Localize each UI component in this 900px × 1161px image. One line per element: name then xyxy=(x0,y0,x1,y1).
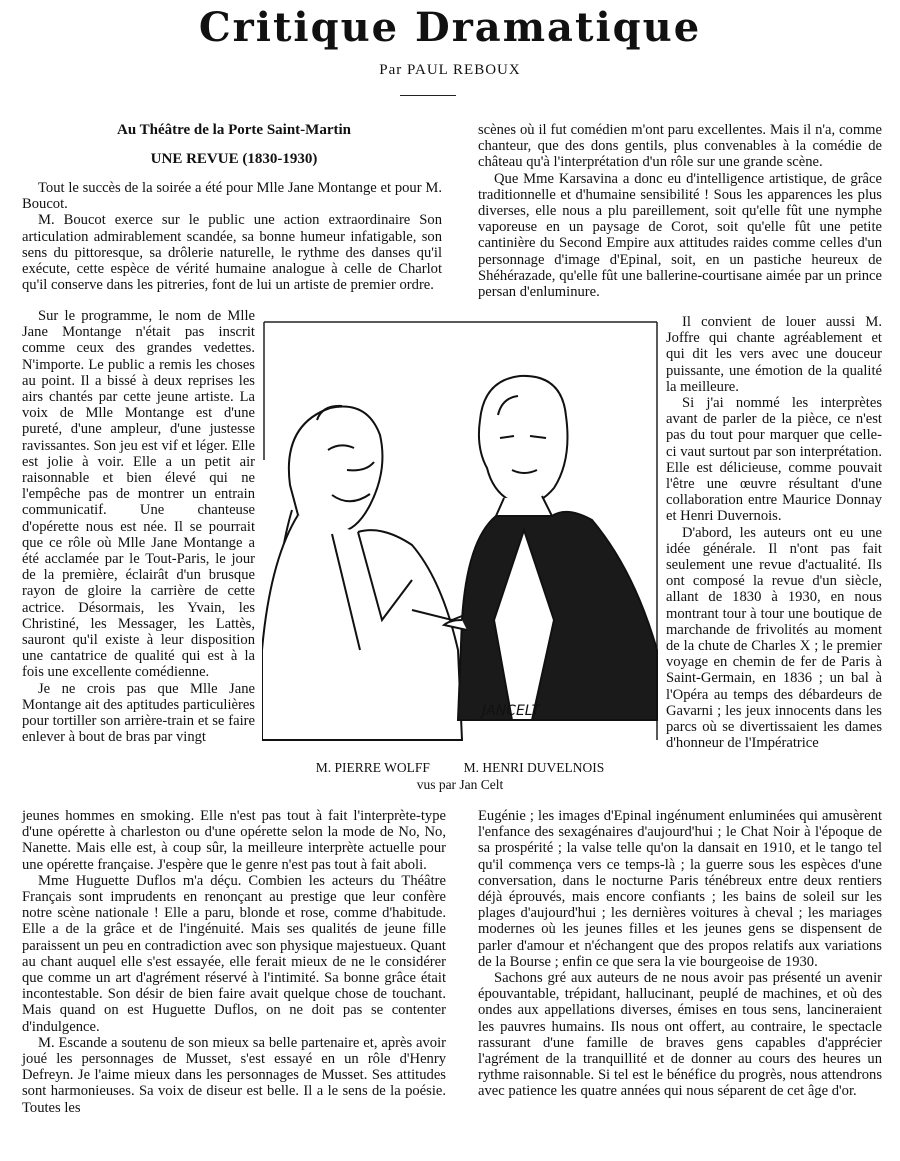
column-left-bottom xyxy=(22,808,446,1116)
paragraph: Si j'ai nommé les interprètes avant de parler de la pièce, ce n'est pas du tout pour marquer que celle-ci vaut surtout par son interprétation. Elle est délicieuse, comme pouvait l'être une œuvre résultant d'une collaboration entre Maurice Donnay et Henri Duvernois. xyxy=(666,395,882,525)
page-title: Critique Dramatique xyxy=(198,4,702,51)
paragraph: Sur le programme, le nom de Mlle Jane Montange n'était pas inscrit comme ceux des grandes vedettes. N'importe. Le public a remis les choses au point. Il a bissé à deux reprises les airs chantés par cette jeune artiste. La voix de Mlle Montange est d'une pureté, d'une ampleur, d'une justesse ravissantes. Son jeu est vif et léger. Elle est jolie à voir. Elle a un petit air raisonnable et bien élevé qui ne l'empêche pas de montrer un entrain communicatif. Une chanteuse d'opérette nous est née. Il se pourrait que ce rôle où Mlle Jane Montange a été acclamée par le Tout-Paris, le jour de la première, éclairât d'un brusque rayon de gloire la carrière de cette actrice. Désormais, les Yvain, les Christiné, les Messager, les Lattès, sauront qu'il existe à leur disposition une cantatrice de qualité qui est à la fois une excellente comédienne. xyxy=(22,308,255,681)
paragraph: scènes où il fut comédien m'ont paru excellentes. Mais il n'a, comme chanteur, que des dons gentils, plus convenables à la comédie de château qu'à l'interprétation d'un rôle sur une grande scène. xyxy=(478,122,882,171)
paragraph: Tout le succès de la soirée a été pour Mlle Jane Montange et pour M. Boucot. xyxy=(22,180,442,213)
column-left-top xyxy=(22,180,442,293)
byline: Par PAUL REBOUX xyxy=(379,62,521,78)
paragraph: Il convient de louer aussi M. Joffre qui chante agréablement et qui dit les vers avec une douceur puissante, une émotion de la qualité la meilleure. xyxy=(666,314,882,395)
illustration-signature: JANCELT xyxy=(482,703,541,719)
illustration-caption-names: M. PIERRE WOLFF M. HENRI DUVELNOIS xyxy=(315,760,605,775)
column-right-top xyxy=(478,122,882,300)
paragraph: Eugénie ; les images d'Epinal ingénument enluminées qui amusèrent l'enfance des sexagénaires d'aujourd'hui ; le Chat Noir à l'époque de sa prospérité ; la valse telle qu'on la dansait en 1910, et le tango tel qu'il commença vers ce temps-là ; la guerre sous les espèces d'une conversation, dans le nocturne Paris ténébreux entre deux rentiers déjà éprouvés, mais encore confiants ; les bains de soleil sur les plages d'aujourd'hui ; les dernières voitures à cheval ; les mariages modernes où les jeunes filles et les jeunes gens se dispensent de parler d'amour et n'échangent que des propos relatifs aux variations de la Bourse ; enfin ce que sera la vie bourgeoise de 1930. xyxy=(478,808,882,970)
paragraph: jeunes hommes en smoking. Elle n'est pas tout à fait l'interprète-type d'une opérette à charleston ou d'une opérette selon la mode de No, No, Nanette. Mais elle est, à coup sûr, la meilleure interprète actuelle pour une opérette française. J'espère que le genre n'est pas tout à fait aboli. xyxy=(22,808,446,873)
article-heading: Au Théâtre de la Porte Saint-Martin xyxy=(116,122,351,138)
column-left-narrow xyxy=(22,308,255,745)
paragraph: Sachons gré aux auteurs de ne nous avoir pas présenté un avenir épouvantable, trépidant, hallucinant, peuplé de machines, et où des ondes aux appellations diverses, émises en tous sens, lancineraient les pauvres humains. Ils nous ont offert, au contraire, le spectacle rassurant d'une famille de braves gens capables d'apprécier l'agrément de la tranquillité et de donner au cours des heures un rythme raisonnable. Si tel est le bénéfice du progrès, nous attendrons avec patience les quatre années qui nous séparent de cet âge d'or. xyxy=(478,970,882,1100)
title-rule xyxy=(400,95,456,96)
caricature-illustration xyxy=(262,320,659,753)
column-right-bottom xyxy=(478,808,882,1100)
article-subheading: UNE REVUE (1830-1930) xyxy=(150,151,318,167)
paragraph: M. Boucot exerce sur le public une action extraordinaire Son articulation admirablement scandée, sa bonne humeur infatigable, son sens du pittoresque, sa drôlerie naturelle, le rythme des danses qu'il exécute, cette espèce de vérité humaine analogue à celle de Charlot qu'il conserve dans les pitreries, font de lui un artiste de premier ordre. xyxy=(22,212,442,294)
paragraph: D'abord, les auteurs ont eu une idée générale. Il n'ont pas fait seulement une revue d'actualité. Ils ont composé la revue d'un siècle, allant de 1830 à 1930, en nous montrant tour à tour une boutique de marchande de frivolités au moment de la chute de Charles X ; le premier voyage en chemin de fer de Paris à Saint-Germain, en 1836 ; un bal à l'Opéra au temps des débardeurs de Gavarni ; les jeux innocents dans les parcs où se divertissaient les dames d'honneur de l'Impératrice xyxy=(666,524,882,752)
paragraph: M. Escande a soutenu de son mieux sa belle partenaire et, après avoir joué les personnages de Musset, s'est essayé en un rôle d'Henry Defreyn. Je l'aime mieux dans les personnages de Musset. Ses attitudes sont harmonieuses. Sa voix de diseur est belle. Il a le sens de la poésie. Toutes les xyxy=(22,1034,446,1116)
paragraph: Mme Huguette Duflos m'a déçu. Combien les acteurs du Théâtre Français sont imprudents en renonçant au prestige que leur confère notre scène nationale ! Elle a paru, blonde et rose, comme d'habitude. Elle a de la grâce et de l'ingénuité. Mais ses qualités de jeune fille paraissent un peu en contradiction avec son physique majestueux. Quant au chant auquel elle s'est essayée, elle ferait mieux de ne le considérer que comme un art d'agrément réservé à l'intimité. Sa bonne grâce était incontestable. Son désir de bien faire avait quelque chose de touchant. Mais quand on est Huguette Duflos, on ne doit pas se contenter d'indulgence. xyxy=(22,872,446,1035)
column-right-narrow xyxy=(666,314,882,751)
left-figure xyxy=(262,406,472,740)
illustration-caption-credit: vus par Jan Celt xyxy=(416,777,504,792)
paragraph: Que Mme Karsavina a donc eu d'intelligence artistique, de grâce traditionnelle et d'humaine sensibilité ! Sous les apparences les plus diverses, elle nous a plu pareillement, soit qu'elle fût une nymphe vaporeuse en un paysage de Corot, soit qu'elle fût une petite cantinière du Second Empire aux attitudes raides comme celles d'un personnage d'image d'Epinal, soit, en un pastiche heureux de Shéhérazade, qu'elle fût une ballerine-courtisane aimée par un prince persan d'enluminure. xyxy=(478,170,882,301)
paragraph: Je ne crois pas que Mlle Jane Montange ait des aptitudes particulières pour tortiller son arrière-train et se faire enlever à bout de bras par vingt xyxy=(22,680,255,746)
right-figure xyxy=(444,376,657,720)
